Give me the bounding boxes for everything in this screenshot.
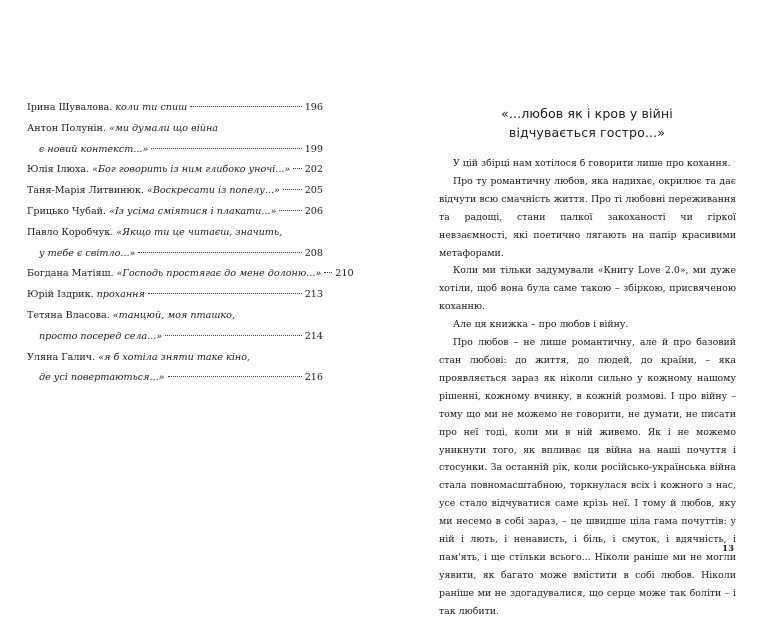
- toc-page-number: 196: [304, 102, 323, 113]
- heading-line: «...любов як і кров у війні: [501, 106, 673, 121]
- toc-title: «Господь простягає до мене долоню...»: [116, 268, 322, 280]
- toc-entry[interactable]: [27, 223, 323, 244]
- toc-entry[interactable]: [27, 306, 323, 327]
- toc-title: «Із усіма сміятися і плакати...»: [109, 205, 277, 217]
- toc-leader-dots: [168, 376, 302, 377]
- toc-leader-dots: [190, 106, 301, 107]
- toc-leader-dots: [148, 293, 302, 294]
- toc-entry[interactable]: [27, 348, 323, 369]
- paragraph: Про ту романтичну любов, яка надихає, окрилює та дає відчути всю смачність життя. Про ті любовні переживання та радощі, стани палкої закоханості чи гіркої невзаємності, які поетично лягають на папір красивими метафорами.: [439, 175, 736, 259]
- toc-leader-dots: [324, 272, 332, 273]
- heading-line: відчувається гостро...»: [508, 125, 666, 140]
- toc-page-number: 208: [304, 247, 323, 259]
- toc-title: «ми думали що війна: [108, 122, 218, 134]
- toc-page-number: 210: [335, 268, 354, 280]
- toc-entry[interactable]: [27, 285, 323, 306]
- toc-entry[interactable]: [27, 119, 323, 140]
- toc-page-number: 199: [304, 143, 323, 155]
- paragraph: Про любов – не лише романтичну, але й про базовий стан любові: до життя, до людей, до країни, – яка проявляється зараз як ніколи сильно у кожному нашому рішенні, кожному вчинку, в кожній розмові. І про війну – тому що ми не можемо не говорити, не думати, не писати про неї тоді, коли ми в ній живемо. Як і не можемо уникнути того, як впливає ця війна на наші почуття і стосунки. За останній рік, коли російсько-українська війна стала повномасштабною, торкнулася всіх і кожного з нас, усе стало відчуватися саме крізь неї. І тому й любов, яку ми несемо в собі зараз, – це швидше ціла гама почуттів: у ній і лють, і ненависть, і біль, і смуток, і вдячність, і пам'ять, і ще стільки всього... Ніколи раніше ми не могли уявити, як багато може вмістити в собі любов. Ніколи раніше ми не здогадувалися, що серце може так боліти – і так любити.: [439, 337, 736, 617]
- toc-author: Антон Полунін.: [27, 122, 106, 134]
- toc-leader-dots: [165, 335, 301, 336]
- toc-leader-dots: [279, 210, 301, 211]
- toc-entry[interactable]: [27, 160, 323, 181]
- paragraph: Але ця книжка – про любов і війну.: [453, 319, 629, 331]
- toc-author: Таня-Марія Литвинюк.: [27, 185, 144, 197]
- toc-entry[interactable]: [27, 181, 323, 202]
- toc-author: Богдана Матіяш.: [27, 268, 114, 280]
- toc-page-number: 216: [304, 372, 323, 384]
- toc-title: прохання: [96, 289, 145, 301]
- toc-entry-continuation[interactable]: [27, 368, 323, 389]
- toc-title: «Воскресати із попелу...»: [146, 185, 280, 197]
- toc-title: є новий контекст...»: [39, 143, 149, 155]
- table-of-contents: [27, 98, 354, 389]
- toc-leader-dots: [293, 168, 301, 169]
- toc-page-number: 213: [304, 289, 323, 301]
- toc-leader-dots: [151, 148, 301, 149]
- left-page: [0, 0, 385, 578]
- toc-title: коли ти спиш: [115, 102, 188, 113]
- toc-page-number: 214: [304, 330, 323, 342]
- toc-title: «Бог говорить із ним глибоко уночі...»: [92, 164, 291, 176]
- toc-author: Ірина Шувалова.: [27, 102, 113, 113]
- toc-title: «танцюй, моя пташко,: [112, 309, 235, 321]
- toc-entry[interactable]: [27, 202, 323, 223]
- article-body: [439, 155, 736, 621]
- toc-title: «я б хотіла зняти таке кіно,: [98, 351, 251, 363]
- toc-entry[interactable]: [27, 98, 323, 119]
- toc-leader-dots: [138, 252, 301, 253]
- toc-title: «Якщо ти це читаєш, значить,: [116, 226, 283, 238]
- toc-author: Грицько Чубай.: [27, 205, 107, 217]
- paragraph: Коли ми тільки задумували «Книгу Love 2.0», ми дуже хотіли, щоб вона була саме такою – збіркою, присвяченою коханню.: [439, 265, 736, 313]
- toc-entry-continuation[interactable]: [27, 327, 323, 348]
- toc-author: Юрій Іздрик.: [27, 289, 94, 301]
- toc-page-number: 205: [304, 185, 323, 197]
- toc-entry-continuation[interactable]: [27, 140, 323, 161]
- toc-author: Уляна Галич.: [27, 351, 96, 363]
- right-page: [385, 0, 771, 617]
- toc-title: у тебе є світло...»: [39, 247, 136, 259]
- toc-author: Тетяна Власова.: [27, 309, 110, 321]
- toc-page-number: 206: [304, 205, 323, 217]
- toc-author: Павло Коробчук.: [27, 226, 114, 238]
- page-number: 13: [722, 544, 734, 554]
- toc-page-number: 202: [304, 164, 323, 176]
- toc-leader-dots: [283, 189, 302, 190]
- paragraph: У цій збірці нам хотілося б говорити лише про кохання.: [453, 158, 731, 169]
- toc-author: Юлія Ілюха.: [27, 164, 90, 176]
- toc-entry[interactable]: [27, 264, 354, 285]
- toc-title: просто посеред села...»: [39, 330, 163, 342]
- toc-title: де усі повертаються...»: [39, 372, 165, 384]
- toc-entry-continuation[interactable]: [27, 244, 323, 265]
- section-heading: [437, 104, 737, 142]
